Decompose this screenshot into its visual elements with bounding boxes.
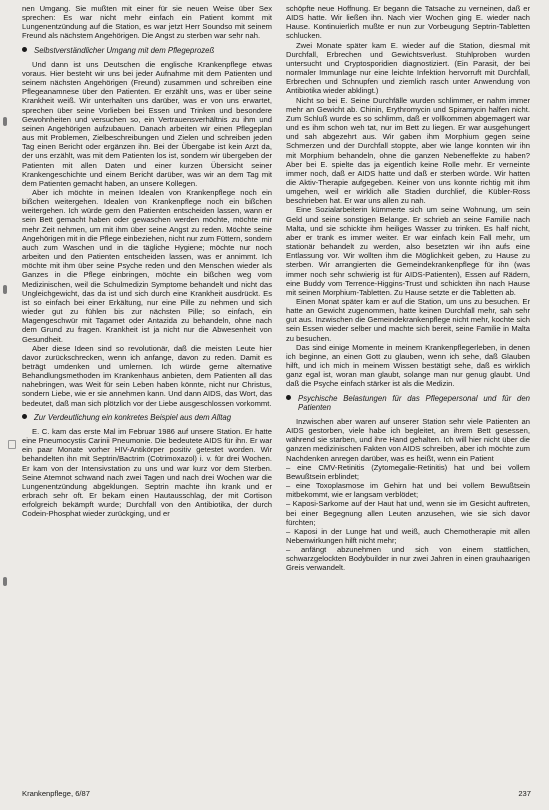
bullet-icon — [286, 395, 291, 400]
paragraph: Und dann ist uns Deutschen die englische Krankenpflege etwas voraus. Hier besteht wir uns bei jeder Aufnahme mit dem Patienten und seinem nächsten Angehörigen (Freund) zusammen und schreiben eine Pflegeanamnese über den Patienten. Er erzählt uns, was er über seine Krankheit weiß. Wir unterhalten uns darüber, was er von uns erwartet, sprechen über seine Vorlieben bei Essen und Trinken und besondere Gewohnheiten und versuchen so, ein Vertrauensverhältnis zu ihm und seinen Angehörigen aufzubauen. Danach arbeiten wir einen Pflegeplan aus mit Problemen, Zielbeschreibungen und Zielen und schreiben jeden Tag einen Bericht oder ergänzen ihn. Bei der Übergabe ist kein Arzt da, der uns erzählt, was mit dem Patienten los ist, sondern wir übergeben der Patienten mit allen Daten und einer kurzen Übersicht seiner Krankengeschichte und einem Bericht darüber, was wir an dem Tag mit dem Patienten gemacht haben, an unsere Kollegen. — [22, 59, 272, 188]
paragraph: Aber diese Ideen sind so revolutionär, daß die meisten Leute hier davor zurückschrecken, wenn ich anfange, davon zu reden. Damit es beträgt umdenken und umlernen. Ich würde gerne alternative Behandlungsmethoden im Krankenhaus anbieten, dem Patienten all das nahebringen, was Weit für sein Leben haben könnte, nicht nur Christus, sondern Liebe, wie er sie annehmen kann. Und dann AIDS, das Wort, das bedeutet, daß man sich plötzlich vor der Liebe ausgeschlossen vorkommt. — [22, 343, 272, 408]
paragraph: Zwei Monate später kam E. wieder auf die Station, diesmal mit Durchfall, Erbrechen und Gewichtsverlust. Stuhlproben wurden untersucht und Cryptosporidien diagnostiziert. (Ein Parasit, der bei normaler Immunlage nur eine leichte Infektion hervorruft mit Durchfall, Erbrechen und Schnupfen und ziemlich rasch unter Anwendung von Antibiotika wieder abklingt.) — [286, 40, 530, 96]
punch-hole-mark — [3, 577, 7, 586]
list-item: – eine CMV-Retinitis (Zytomegalie-Retinitis) hat und bei vollem Bewußtsein erblindet; — [286, 462, 530, 481]
paragraph: E. C. kam das erste Mal im Februar 1986 auf unsere Station. Er hatte eine Pneumocystis Carinii Pneumonie. Die bedeutete AIDS für ihn. Er war ein paar Monate vorher HIV-Antikörper positiv getestet worden. Wir behandelten ihn mit Septrin/Bactrim (Cotrimoxazol) i. v. für drei Wochen. Er kam von der Intensivstation zu uns und war kurz vor dem Sterben. Seine Atemnot schwand nach zwei Tagen und nach drei Wochen war die Lungenentzündung abgeklungen. Septrin machte ihn krank und er erbrach sehr oft. Er bekam einen Hautausschlag, der mit Cortison erfolgreich bekämpft wurde; Durchfall von den Antibiotika, der durch Codein-Phosphat wieder zurückging, und er — [22, 426, 272, 519]
section-heading — [286, 394, 530, 412]
punch-hole-mark — [3, 117, 7, 126]
punch-hole-mark — [3, 285, 7, 294]
section-heading-text: Psychische Belastungen für das Pflegepersonal und für den Patienten — [298, 393, 530, 412]
section-heading — [22, 46, 272, 55]
section-heading-text: Selbstverständlicher Umgang mit dem Pflegeprozeß — [34, 45, 215, 55]
bullet-icon — [22, 47, 27, 52]
bullet-icon — [22, 414, 27, 419]
footer-journal: Krankenpflege, 6/87 — [22, 789, 90, 798]
paragraph: Eine Sozialarbeiterin kümmerte sich um seine Wohnung, um sein Geld und seine sonstigen Belange. Er schrieb an seine Familie nach Malta, und sie schickte ihm heiliges Wasser zu trinken. Es half nicht, aber er trank es immer weiter. Er war einfach kein Fall mehr, um stationär behandelt zu werden, also besetzten wir ihn aufs eine Entlassung vor. Wir wollten ihm die Möglichkeit geben, zu Hause zu sterben. Wir arrangierten die Gemeindekrankenpflege für ihn (was immer noch sehr schwierig ist für AIDS-Patienten), Essen auf Rädern, eine Buddy vom Terrence-Higgins-Trust und schickten ihn nach Hause mit seinen Morphium-Tabletten. Zu Hause setzte er die Tabletten ab. — [286, 205, 530, 297]
left-column — [22, 4, 272, 519]
list-item: – Kaposi in der Lunge hat und weiß, auch Chemotherapie mit allen Nebenwirkungen hilft nicht mehr; — [286, 526, 530, 545]
paragraph: Das sind einige Momente in meinem Krankenpflegerleben, in denen ich beginne, an einen Gott zu glauben, wenn ich sehe, daß Glauben hilft, und ich mich in meinem Wissen bestätigt sehe, daß es wirklich ganz egal ist, woran man glaubt, solange man nur genug glaubt. Und daß die Psyche einfach stärker ist als die Medizin. — [286, 342, 530, 389]
right-column — [286, 4, 530, 573]
section-heading-text: Zur Verdeutlichung ein konkretes Beispiel aus dem Alltag — [34, 412, 232, 422]
paragraph: Nicht so bei E. Seine Durchfälle wurden schlimmer, er nahm immer mehr an Gewicht ab. Chinin, Erythromycin und Spiramycin halfen nicht. Zum Schluß wurde es so schlimm, daß er vollkommen abgemagert war und es ihm schon weh tat, nur im Bett zu liegen. Er war ausgehungert und sah abgezehrt aus. Wir gaben ihm Morphium gegen seine Schmerzen und der Durchfall stoppte, aber wie lange konnten wir ihn mit Morphium behandeln, ohne die ganzen Nebeneffekte zu haben? Aber bei E. spielte das ja eigentlich keine Rolle mehr. Er verneinte immer noch, daß er AIDS hatte und daß er sterben würde. Wir hatten die Aktiv-Therapie aufgegeben. Keiner von uns konnte richtig mit ihm umgehen, weil er wirklich alle Stadien durchlief, die Kübler-Ross beschrieben hat. Er war uns allen zu nah. — [286, 95, 530, 206]
paragraph: nen Umgang. Sie mußten mit einer für sie neuen Weise über Sex sprechen: Es war nicht mehr einfach ein Patient kommt mit Lungenentzündung auf die Station, es war jetzt Herr Soundso mit seinem Freund als nächstem Angehörigen. Die Angst zu sterben war sehr nah. — [22, 4, 272, 41]
paragraph: Inzwischen aber waren auf unserer Station sehr viele Patienten an AIDS gestorben, viele habe ich begleitet, an ihrem Bett gesessen, während sie starben, und ihre Hand gehalten. Ich will hier nicht über die ganzen medizinischen Fakten von AIDS schreiben, aber ich möchte zum Nachdenken anregen darüber, was es heißt, wenn ein Patient — [286, 416, 530, 463]
list-item: – eine Toxoplasmose im Gehirn hat und bei vollem Bewußtsein mitbekommt, wie er langsam verblödet; — [286, 481, 530, 500]
list-item: – Kaposi-Sarkome auf der Haut hat und, wenn sie im Gesicht auftreten, bei einer Begegnung allen Leuten anzusehen, wie sie sich davor fürchten; — [286, 499, 530, 527]
section-heading — [22, 413, 272, 422]
binding-mark — [8, 440, 16, 449]
paragraph: Einen Monat später kam er auf die Station, um uns zu besuchen. Er hatte an Gewicht zugenommen, hatte keinen Durchfall mehr, sah sehr gut aus. Inzwischen die Gemeindekrankenpflege nicht mehr, kochte sich sein Essen wieder selber und machte sich bereit, seine Familie in Malta zu besuchen. — [286, 297, 530, 343]
paragraph: Aber ich möchte in meinen Idealen von Krankenpflege noch ein bißchen weitergehen. Idealen von Krankenpflege noch ein bißchen weitergehen. Ich würde gern den Patienten entscheiden lassen, wann er sein Bett gemacht haben oder gewaschen werden möchte, möchte mir mehr Zeit nehmen, um mit ihm über seine Angst zu reden. Möchte seine Angehörigen mit in die Pflege einbeziehen, nicht nur zum Füttern, sondern auch zum Waschen und in die tägliche Hygiene; möchte nur noch arbeiten und den Patienten entscheiden lassen, was er annimmt. Ich möchte mit ihm über seine Psyche reden und den Menschen wieder als Ganzes in die Pflege einbringen, möchte ein bißchen weg vom Medizinischen, weil die Schulmedizin Symptome behandelt und nicht das Ungleichgewicht, das da ist und sich durch eine Krankheit ausdrückt. Es ist so einfach bei einer Erkältung, nur eine Pille zu nehmen und sich wieder gut zu fühlen bis zur nächsten Pille; so einfach, ein Magengeschwür mit Tagamet oder Antazida zu behandeln, ohne nach dem Grund zu fragen. Krankheit ist ja nicht nur die Abwesenheit von Gesundheit. — [22, 188, 272, 344]
page-number: 237 — [518, 789, 531, 798]
paragraph: schöpfte neue Hoffnung. Er begann die Tatsache zu verneinen, daß er AIDS hatte. Wir ließen ihn. Nach vier Wochen ging E. wieder nach Hause. Kontinuierlich mußte er nun zur Vorbeugung Septrin-Tabletten schlucken. — [286, 4, 530, 41]
list-item: – anfängt abzunehmen und sich von einem stattlichen, schwarzgelockten Bodybuilder in nur zwei Jahren in einen grauhaarigen Greis verwandelt. — [286, 545, 530, 573]
